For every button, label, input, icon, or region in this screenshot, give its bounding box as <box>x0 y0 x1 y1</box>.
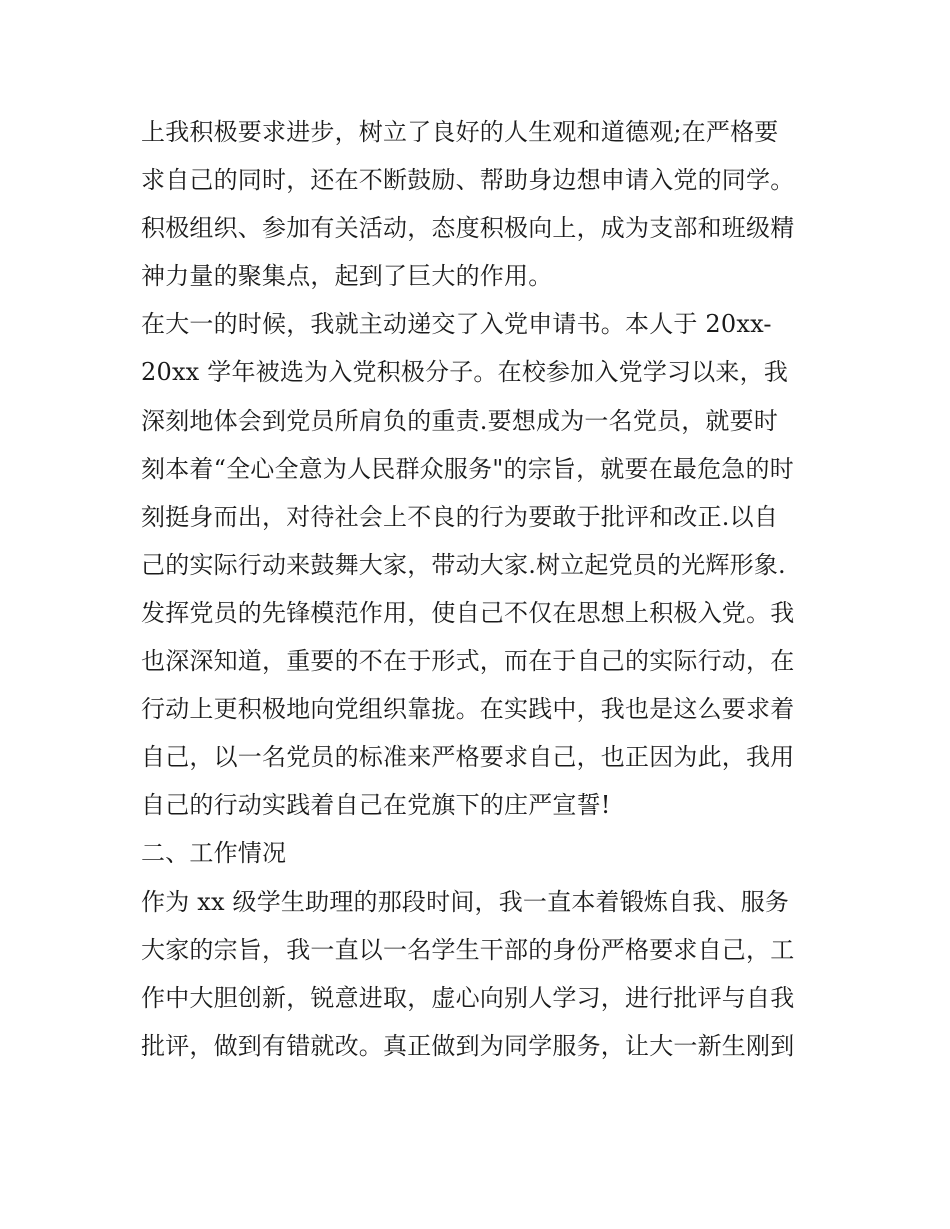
text-line: 自己，以一名党员的标准来严格要求自己，也正因为此，我用 <box>141 743 795 772</box>
text-line: 深刻地体会到党员所肩负的重责.要想成为一名党员，就要时 <box>141 406 779 435</box>
text-line: 在大一的时候，我就主动递交了入党申请书。本人于 20xx- <box>141 310 772 339</box>
section-heading: 二、工作情况 <box>141 839 287 868</box>
text-line: 行动上更积极地向党组织靠拢。在实践中，我也是这么要求着 <box>141 695 795 724</box>
text-line: 刻本着“全心全意为人民群众服务"的宗旨，就要在最危急的时 <box>141 454 794 483</box>
text-line: 发挥党员的先锋模范作用，使自己不仅在思想上积极入党。我 <box>141 598 795 627</box>
text-line: 20xx 学年被选为入党积极分子。在校参加入党学习以来，我 <box>141 358 789 387</box>
text-line: 作为 xx 级学生助理的那段时间，我一直本着锻炼自我、服务 <box>141 887 790 916</box>
text-line: 上我积极要求进步，树立了良好的人生观和道德观;在严格要 <box>141 118 779 146</box>
text-line: 自己的行动实践着自己在党旗下的庄严宣誓! <box>141 791 611 820</box>
text-line: 批评，做到有错就改。真正做到为同学服务，让大一新生刚到 <box>141 1031 795 1060</box>
text-line: 也深深知道，重要的不在于形式，而在于自己的实际行动，在 <box>141 647 795 676</box>
body-text <box>141 108 821 1070</box>
text-line: 己的实际行动来鼓舞大家，带动大家.树立起党员的光辉形象. <box>141 550 786 579</box>
text-line: 大家的宗旨，我一直以一名学生干部的身份严格要求自己，工 <box>141 935 795 964</box>
text-line: 积极组织、参加有关活动，态度积极向上，成为支部和班级精 <box>141 214 795 243</box>
text-line: 刻挺身而出，对待社会上不良的行为要敢于批评和改正.以自 <box>141 502 779 531</box>
text-line: 作中大胆创新，锐意进取，虚心向别人学习，进行批评与自我 <box>141 983 795 1012</box>
text-line: 神力量的聚集点，起到了巨大的作用。 <box>141 262 553 291</box>
text-line: 求自己的同时，还在不断鼓励、帮助身边想申请入党的同学。 <box>141 166 795 195</box>
